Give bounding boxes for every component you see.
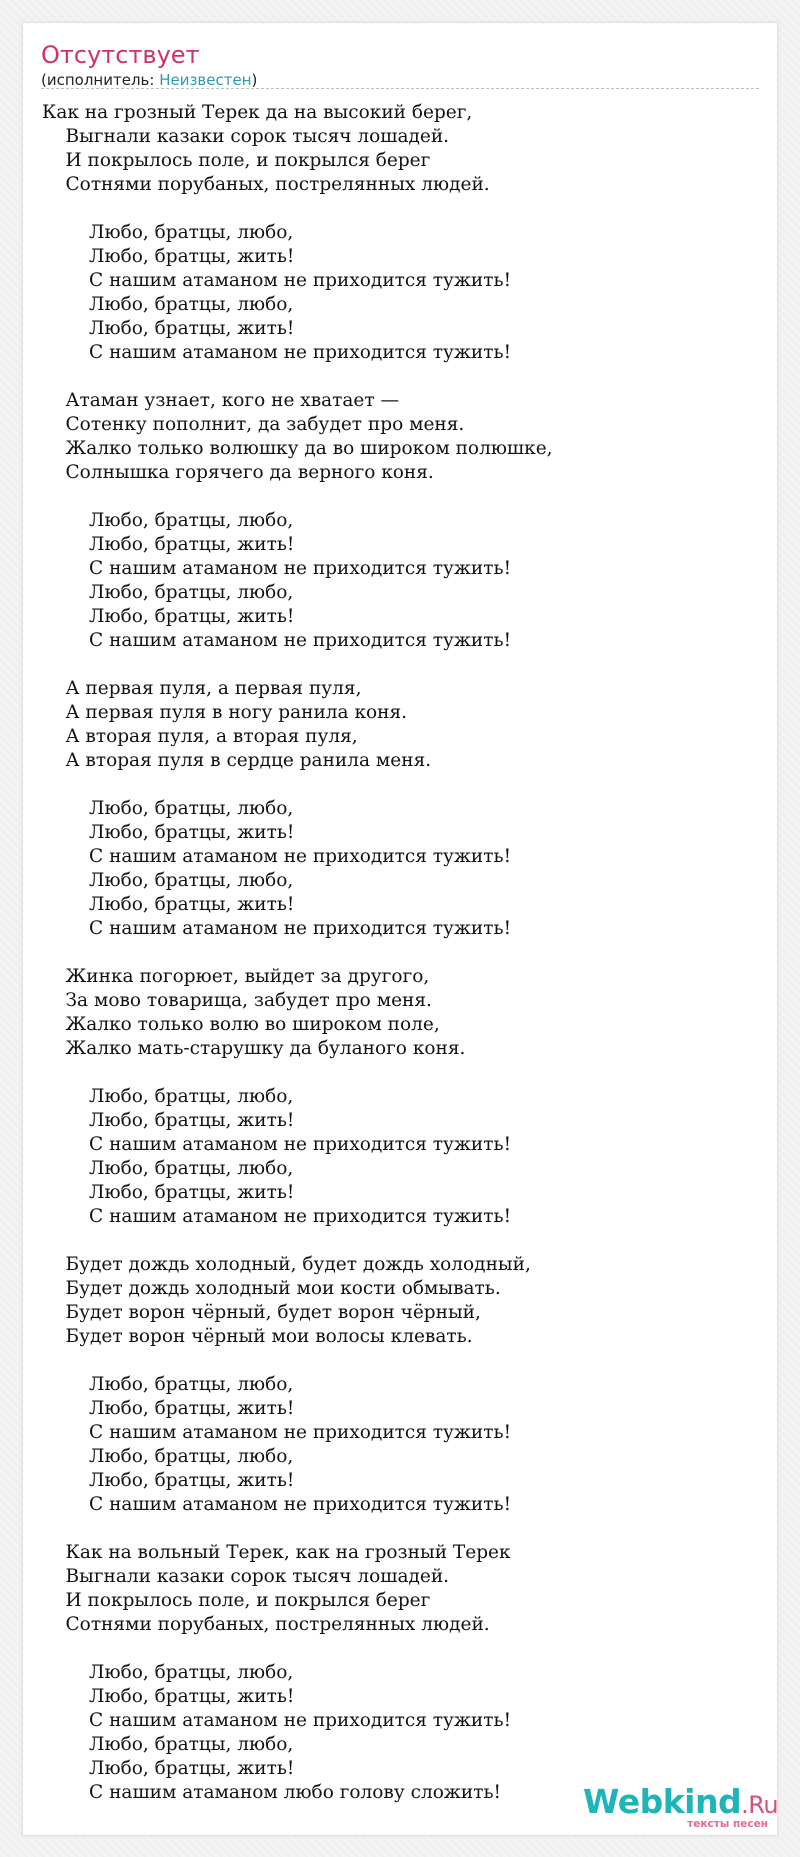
lyric-line: С нашим атаманом не приходится тужить! bbox=[42, 1134, 512, 1155]
lyric-line: Жинка погорюет, выйдет за другого, bbox=[42, 966, 430, 987]
lyric-line: Любо, братцы, любо, bbox=[42, 798, 294, 819]
lyric-line: С нашим атаманом любо голову сложить! bbox=[42, 1782, 501, 1803]
lyric-line: Выгнали казаки сорок тысяч лошадей. bbox=[42, 1566, 450, 1587]
lyric-line: Любо, братцы, жить! bbox=[42, 1110, 295, 1131]
lyric-line: Как на грозный Терек да на высокий берег, bbox=[42, 102, 473, 123]
lyric-blank-line bbox=[42, 485, 553, 509]
lyric-line: Сотнями порубаных, пострелянных людей. bbox=[42, 1614, 490, 1635]
lyric-line: С нашим атаманом не приходится тужить! bbox=[42, 1422, 512, 1443]
lyric-line: С нашим атаманом не приходится тужить! bbox=[42, 1710, 512, 1731]
artist-line bbox=[41, 70, 257, 90]
song-title: Отсутствует bbox=[41, 41, 200, 69]
lyric-line: Жалко мать-старушку да буланого коня. bbox=[42, 1038, 466, 1059]
lyric-line: С нашим атаманом не приходится тужить! bbox=[42, 630, 512, 651]
lyric-line: Любо, братцы, жить! bbox=[42, 246, 295, 267]
lyric-line: С нашим атаманом не приходится тужить! bbox=[42, 342, 512, 363]
lyric-line: Как на вольный Терек, как на грозный Терек bbox=[42, 1542, 511, 1563]
lyric-line: Любо, братцы, любо, bbox=[42, 1158, 294, 1179]
lyric-line: Жалко только волю во широком поле, bbox=[42, 1014, 440, 1035]
lyric-blank-line bbox=[42, 1061, 553, 1085]
lyric-line: И покрылось поле, и покрылся берег bbox=[42, 1590, 431, 1611]
lyric-line: Любо, братцы, любо, bbox=[42, 294, 294, 315]
lyrics-block bbox=[42, 101, 553, 1805]
lyric-blank-line bbox=[42, 1637, 553, 1661]
lyric-line: Любо, братцы, жить! bbox=[42, 1686, 295, 1707]
lyric-line: С нашим атаманом не приходится тужить! bbox=[42, 918, 512, 939]
lyric-line: Любо, братцы, любо, bbox=[42, 1662, 294, 1683]
lyric-line: Любо, братцы, любо, bbox=[42, 1086, 294, 1107]
lyric-line: Будет ворон чёрный мои волосы клевать. bbox=[42, 1326, 473, 1347]
lyric-line: А первая пуля, а первая пуля, bbox=[42, 678, 362, 699]
lyric-line: С нашим атаманом не приходится тужить! bbox=[42, 1494, 512, 1515]
lyric-line: С нашим атаманом не приходится тужить! bbox=[42, 846, 512, 867]
lyric-blank-line bbox=[42, 653, 553, 677]
lyric-line: С нашим атаманом не приходится тужить! bbox=[42, 270, 512, 291]
lyric-line: Будет дождь холодный мои кости обмывать. bbox=[42, 1278, 501, 1299]
lyric-line: Любо, братцы, жить! bbox=[42, 534, 295, 555]
lyric-line: Любо, братцы, любо, bbox=[42, 1446, 294, 1467]
lyric-line: Любо, братцы, любо, bbox=[42, 510, 294, 531]
header-divider bbox=[41, 88, 759, 89]
lyric-line: Любо, братцы, жить! bbox=[42, 1758, 295, 1779]
lyric-blank-line bbox=[42, 197, 553, 221]
lyric-line: За мово товарища, забудет про меня. bbox=[42, 990, 432, 1011]
lyric-line: Любо, братцы, жить! bbox=[42, 822, 295, 843]
site-logo[interactable] bbox=[583, 1782, 779, 1832]
lyric-line: А вторая пуля, а вторая пуля, bbox=[42, 726, 358, 747]
lyric-line: Любо, братцы, любо, bbox=[42, 1734, 294, 1755]
lyric-line: Любо, братцы, жить! bbox=[42, 894, 295, 915]
lyric-line: Любо, братцы, жить! bbox=[42, 1470, 295, 1491]
lyric-line: И покрылось поле, и покрылся берег bbox=[42, 150, 431, 171]
lyric-line: Любо, братцы, жить! bbox=[42, 1182, 295, 1203]
logo-suffix: .Ru bbox=[741, 1791, 779, 1819]
lyric-line: Любо, братцы, жить! bbox=[42, 318, 295, 339]
lyric-blank-line bbox=[42, 1349, 553, 1373]
lyric-line: Будет дождь холодный, будет дождь холодный, bbox=[42, 1254, 531, 1275]
lyric-blank-line bbox=[42, 941, 553, 965]
logo-main-text: Webkind bbox=[583, 1782, 742, 1821]
lyric-line: С нашим атаманом не приходится тужить! bbox=[42, 558, 512, 579]
lyric-line: Атаман узнает, кого не хватает — bbox=[42, 390, 399, 411]
lyric-blank-line bbox=[42, 773, 553, 797]
lyric-blank-line bbox=[42, 1229, 553, 1253]
lyric-line: А вторая пуля в сердце ранила меня. bbox=[42, 750, 432, 771]
lyric-line: Любо, братцы, любо, bbox=[42, 1374, 294, 1395]
lyric-line: Любо, братцы, жить! bbox=[42, 606, 295, 627]
lyric-line: Сотнями порубаных, пострелянных людей. bbox=[42, 174, 490, 195]
lyric-line: Жалко только волюшку да во широком полюшке, bbox=[42, 438, 553, 459]
artist-link[interactable]: Неизвестен bbox=[159, 71, 252, 89]
lyric-line: Любо, братцы, любо, bbox=[42, 870, 294, 891]
lyric-blank-line bbox=[42, 1517, 553, 1541]
lyric-line: Любо, братцы, любо, bbox=[42, 582, 294, 603]
lyric-line: Выгнали казаки сорок тысяч лошадей. bbox=[42, 126, 450, 147]
artist-prefix: (исполнитель: bbox=[41, 71, 160, 89]
lyric-line: Солнышка горячего да верного коня. bbox=[42, 462, 434, 483]
logo-tagline: тексты песен bbox=[687, 1818, 768, 1830]
lyric-line: Сотенку пополнит, да забудет про меня. bbox=[42, 414, 465, 435]
lyric-line: Любо, братцы, жить! bbox=[42, 1398, 295, 1419]
artist-suffix: ) bbox=[251, 71, 258, 89]
lyric-line: Будет ворон чёрный, будет ворон чёрный, bbox=[42, 1302, 481, 1323]
lyric-line: С нашим атаманом не приходится тужить! bbox=[42, 1206, 512, 1227]
lyric-blank-line bbox=[42, 365, 553, 389]
lyric-line: Любо, братцы, любо, bbox=[42, 222, 294, 243]
lyric-line: А первая пуля в ногу ранила коня. bbox=[42, 702, 408, 723]
